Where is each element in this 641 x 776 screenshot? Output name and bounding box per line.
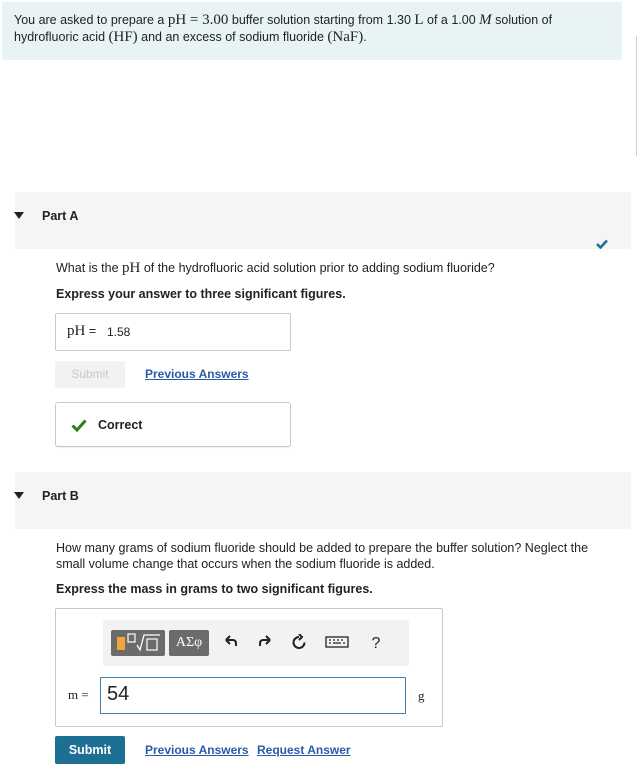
feedback-label: Correct xyxy=(98,418,143,432)
collapse-triangle-icon[interactable] xyxy=(14,492,24,499)
ph-symbol: pH xyxy=(167,12,187,28)
undo-icon[interactable] xyxy=(220,634,242,654)
part-a-answer-value: 1.58 xyxy=(107,325,131,339)
help-icon[interactable]: ? xyxy=(371,635,381,652)
math-toolbar xyxy=(103,620,409,666)
scroll-edge-divider xyxy=(636,36,637,156)
answer-ph-symbol: pH xyxy=(67,323,86,339)
formula-hf: (HF) xyxy=(108,29,138,45)
part-b-header[interactable] xyxy=(15,472,631,529)
part-a-answer-box xyxy=(55,313,291,351)
unit-molar: M xyxy=(479,12,492,28)
keyboard-icon[interactable] xyxy=(324,634,350,654)
reset-icon[interactable] xyxy=(288,634,310,654)
answer-equals: = xyxy=(85,324,97,338)
correct-check-icon xyxy=(71,419,87,432)
intro-text-3: of a 1.00 xyxy=(423,13,480,27)
collapse-triangle-icon[interactable] xyxy=(14,212,24,219)
intro-text-2: buffer solution starting from 1.30 xyxy=(228,13,415,27)
part-b-question-line2: small volume change that occurs when the sodium fluoride is added. xyxy=(56,557,435,571)
intro-text-4: solution of xyxy=(491,13,553,27)
problem-intro xyxy=(2,2,622,60)
part-b-instruction: Express the mass in grams to two significant figures. xyxy=(56,582,373,596)
part-a-submit-button[interactable]: Submit xyxy=(55,361,125,388)
problem-statement xyxy=(14,12,614,46)
mass-label: m = xyxy=(68,687,89,702)
template-icon xyxy=(111,630,165,656)
part-b-question-line1: How many grams of sodium fluoride should be added to prepare the buffer solution? Neglect the xyxy=(56,541,589,555)
math-answer-editor xyxy=(55,608,443,727)
request-answer-link[interactable]: Request Answer xyxy=(257,743,351,757)
mass-unit: g xyxy=(418,688,425,703)
part-a-question-pre: What is the xyxy=(56,261,122,275)
unit-liters: L xyxy=(414,12,424,28)
part-a-answer-label xyxy=(67,323,96,340)
part-a-ph-symbol: pH xyxy=(122,260,141,276)
intro-text-5: hydrofluoric acid xyxy=(14,30,109,44)
redo-icon[interactable] xyxy=(254,634,276,654)
part-b-title[interactable]: Part B xyxy=(42,489,79,503)
part-a-previous-answers-link[interactable]: Previous Answers xyxy=(145,367,249,381)
intro-text-7: . xyxy=(363,30,367,44)
part-b-submit-button[interactable]: Submit xyxy=(55,736,125,764)
mass-input[interactable] xyxy=(100,677,406,714)
greek-symbols-button[interactable]: ΑΣφ xyxy=(169,630,209,656)
formula-naf: (NaF) xyxy=(327,29,364,45)
ph-value: = 3.00 xyxy=(186,12,229,28)
part-a-title[interactable]: Part A xyxy=(42,209,79,223)
part-a-feedback-box xyxy=(55,402,291,447)
part-b-question xyxy=(56,540,588,572)
intro-text-6: and an excess of sodium fluoride xyxy=(137,30,328,44)
mass-input-value: 54 xyxy=(107,683,130,705)
check-icon xyxy=(596,239,608,249)
part-b-previous-answers-link[interactable]: Previous Answers xyxy=(145,743,249,757)
part-a-question-post: of the hydrofluoric acid solution prior to adding sodium fluoride? xyxy=(140,261,495,275)
part-a-question xyxy=(56,260,495,276)
intro-text-1: You are asked to prepare a xyxy=(14,13,168,27)
template-button[interactable] xyxy=(111,630,165,656)
part-a-header[interactable] xyxy=(15,192,631,249)
part-a-instruction: Express your answer to three significant figures. xyxy=(56,287,346,301)
